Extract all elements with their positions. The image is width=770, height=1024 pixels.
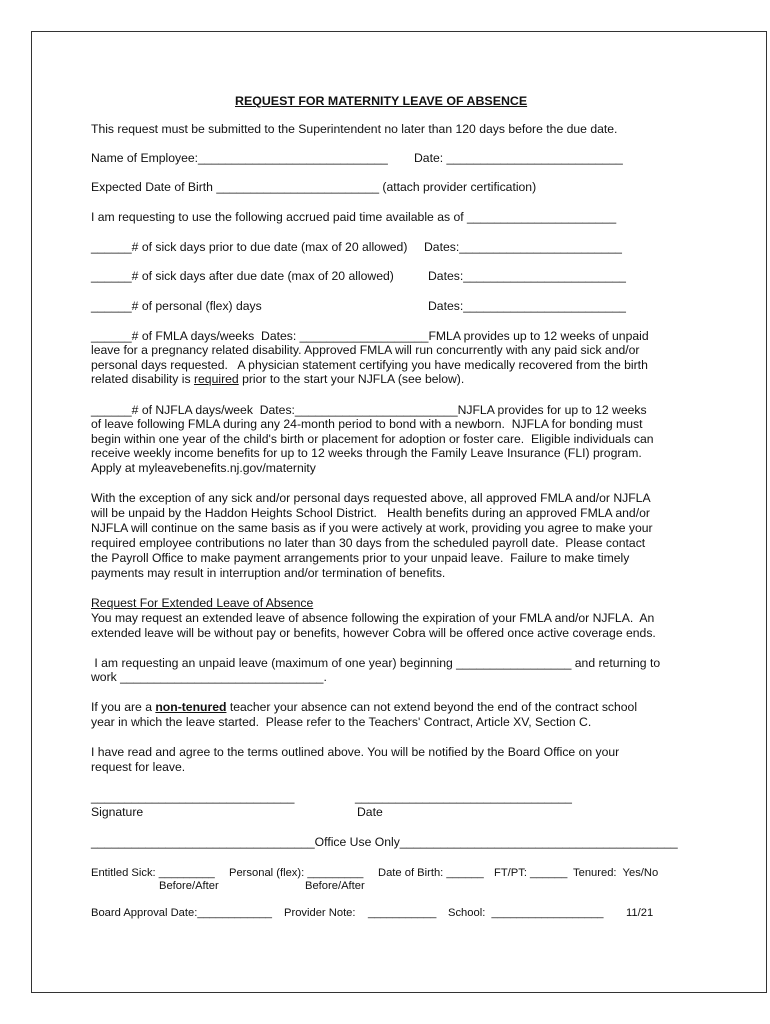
tenured-field[interactable]: Tenured: Yes/No — [573, 867, 659, 879]
sick-after-dates-field[interactable]: Dates:________________________ — [428, 269, 626, 283]
njfla-days-field[interactable]: ______# of NJFLA days/week Dates:________________________NJFLA provides for up to 12 weeks — [91, 403, 647, 417]
tenure-text-line: If you are a non-tenured teacher your absence can not extend beyond the end of the contract school — [91, 700, 638, 714]
sick-prior-field[interactable]: ______# of sick days prior to due date (max of 20 allowed) — [91, 240, 408, 254]
benefits-text-line: With the exception of any sick and/or personal days requested above, all approved FMLA and/or NJFLA — [91, 491, 651, 505]
before-after-label: Before/After — [305, 880, 365, 892]
benefits-text-line: required employee contributions no later than 30 days from the scheduled payroll date. Please contact — [91, 536, 646, 550]
accrued-time-field[interactable]: I am requesting to use the following accrued paid time available as of ______________________ — [91, 210, 617, 224]
signature-date-label: Date — [357, 805, 383, 819]
extended-leave-heading: Request For Extended Leave of Absence — [91, 596, 314, 610]
entitled-sick-field[interactable]: Entitled Sick: _________ — [91, 867, 215, 879]
intro-text: This request must be submitted to the Superintendent no later than 120 days before the due date. — [91, 122, 618, 136]
office-use-divider: _________________________________Office Use Only_________________________________________ — [91, 835, 678, 849]
tenure-text-line: year in which the leave started. Please refer to the Teachers' Contract, Article XV, Section C. — [91, 715, 592, 729]
expected-birth-field[interactable]: Expected Date of Birth ________________________ (attach provider certification) — [91, 180, 537, 194]
board-approval-date-field[interactable]: Board Approval Date:____________ — [91, 907, 273, 919]
ft-pt-field[interactable]: FT/PT: ______ — [494, 867, 568, 879]
sick-prior-dates-field[interactable]: Dates:________________________ — [424, 240, 622, 254]
agreement-text-line: I have read and agree to the terms outlined above. You will be notified by the Board Office on your — [91, 745, 620, 759]
form-title: REQUEST FOR MATERNITY LEAVE OF ABSENCE — [235, 94, 528, 108]
personal-days-field[interactable]: ______# of personal (flex) days — [91, 299, 262, 313]
fmla-text-line: personal days requested. A physician statement certifying you have medically recovered from the birth — [91, 358, 648, 372]
njfla-text-line: Apply at myleavebenefits.nj.gov/maternity — [91, 461, 316, 475]
signature-date-line[interactable]: ________________________________ — [355, 790, 572, 804]
required-emphasis: required — [193, 372, 239, 386]
njfla-text-line: receive weekly income benefits for up to 12 weeks through the Family Leave Insurance (FLI) program. — [91, 446, 642, 460]
date-of-birth-field[interactable]: Date of Birth: ______ — [378, 867, 484, 879]
fmla-text-line: related disability is required prior to the start your NJFLA (see below). — [91, 372, 465, 386]
extended-text-line: extended leave will be without pay or benefits, however Cobra will be offered once active coverage ends. — [91, 626, 656, 640]
signature-line[interactable]: ______________________________ — [91, 790, 295, 804]
return-to-work-field[interactable]: work ______________________________. — [91, 670, 327, 684]
njfla-text-line: of leave following FMLA during any 24-month period to bond with a newborn. NJFLA for bonding must — [91, 417, 643, 431]
signature-label: Signature — [91, 805, 144, 819]
njfla-text-line: begin within one year of the child's birth or placement for adoption or foster care. Eligible individuals can — [91, 432, 654, 446]
benefits-text-line: will be unpaid by the Haddon Heights School District. Health benefits during an approved FMLA and/or — [91, 506, 650, 520]
employee-name-field[interactable]: Name of Employee:____________________________ — [91, 151, 388, 165]
extended-text-line: You may request an extended leave of absence following the expiration of your FMLA and/or NJFLA. An — [91, 611, 655, 625]
personal-dates-field[interactable]: Dates:________________________ — [428, 299, 626, 313]
benefits-text-line: NJFLA will continue on the same basis as if you were actively at work, providing you agree to make your — [91, 521, 653, 535]
before-after-label: Before/After — [159, 880, 219, 892]
non-tenured-emphasis: non-tenured — [155, 700, 227, 714]
benefits-text-line: the Payroll Office to make payment arrangements prior to your unpaid leave. Failure to make timely — [91, 551, 630, 565]
provider-note-field[interactable]: Provider Note: ___________ — [284, 907, 437, 919]
revision-date: 11/21 — [626, 907, 654, 919]
employee-date-field[interactable]: Date: __________________________ — [414, 151, 623, 165]
fmla-days-field[interactable]: ______# of FMLA days/weeks Dates: ___________________FMLA provides up to 12 weeks of unpaid — [91, 329, 649, 343]
unpaid-leave-field[interactable]: I am requesting an unpaid leave (maximum of one year) beginning _________________ and returning to — [91, 656, 661, 670]
school-field[interactable]: School: __________________ — [448, 907, 604, 919]
agreement-text-line: request for leave. — [91, 760, 186, 774]
benefits-text-line: payments may result in interruption and/or termination of benefits. — [91, 566, 446, 580]
fmla-text-line: leave for a pregnancy related disability. Approved FMLA will run concurrently with any paid sick and/or — [91, 343, 640, 357]
personal-flex-field[interactable]: Personal (flex): _________ — [229, 867, 364, 879]
sick-after-field[interactable]: ______# of sick days after due date (max of 20 allowed) — [91, 269, 394, 283]
